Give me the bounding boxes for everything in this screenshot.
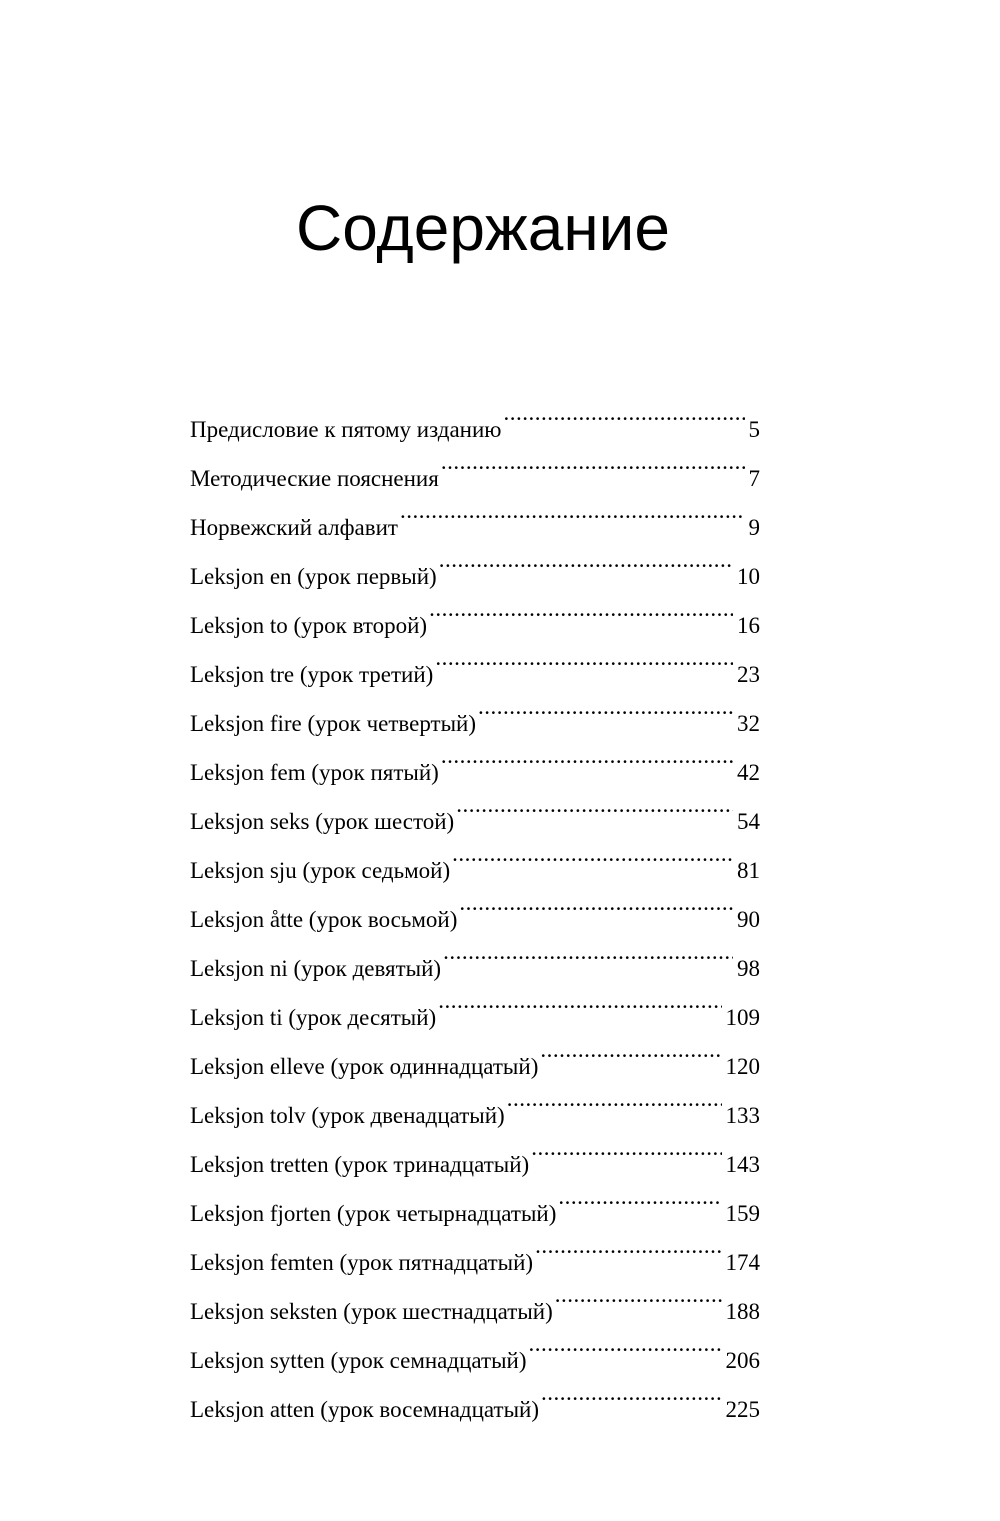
toc-entry-title: Предисловие к пятому изданию	[190, 417, 502, 442]
table-of-contents	[190, 388, 760, 1422]
toc-entry-title: Leksjon ni (урок девятый)	[190, 956, 442, 981]
dot-leader	[459, 878, 733, 927]
dot-leader	[441, 731, 733, 780]
toc-entry-page: 81	[737, 858, 760, 883]
dot-leader	[535, 1221, 721, 1270]
toc-entry-title: Leksjon sju (урок седьмой)	[190, 858, 451, 883]
toc-entry-title: Leksjon atten (урок восемнадцатый)	[190, 1397, 540, 1422]
toc-entry-title: Leksjon femten (урок пятнадцатый)	[190, 1250, 534, 1275]
toc-entry-title: Leksjon ti (урок десятый)	[190, 1005, 437, 1030]
toc-entry-title: Leksjon åtte (урок восьмой)	[190, 907, 458, 932]
toc-entry-title: Leksjon fire (урок четвертый)	[190, 711, 477, 736]
toc-entry-page: 10	[737, 564, 760, 589]
toc-entry-page: 23	[737, 662, 760, 687]
dot-leader	[558, 1172, 721, 1221]
toc-entry-page: 159	[725, 1201, 760, 1226]
dot-leader	[438, 976, 721, 1025]
toc-entry-title: Методические пояснения	[190, 466, 439, 491]
toc-entry-page: 5	[748, 417, 760, 442]
toc-entry-page: 54	[737, 809, 760, 834]
toc-entry-page: 109	[725, 1005, 760, 1030]
toc-entry-title: Leksjon tretten (урок тринадцатый)	[190, 1152, 530, 1177]
toc-entry-title: Leksjon tre (урок третий)	[190, 662, 434, 687]
toc-entry-title: Leksjon elleve (урок одиннадцатый)	[190, 1054, 539, 1079]
toc-entry-page: 225	[725, 1397, 760, 1422]
dot-leader	[507, 1074, 722, 1123]
toc-entry-page: 98	[737, 956, 760, 981]
dot-leader	[531, 1123, 721, 1172]
dot-leader	[541, 1368, 721, 1417]
toc-entry-title: Норвежский алфавит	[190, 515, 398, 540]
toc-entry-page: 42	[737, 760, 760, 785]
toc-entry-page: 16	[737, 613, 760, 638]
dot-leader	[429, 584, 733, 633]
dot-leader	[443, 927, 733, 976]
page-title: Содержание	[295, 192, 671, 264]
dot-leader	[441, 437, 745, 486]
dot-leader	[439, 535, 733, 584]
toc-entry-page: 133	[725, 1103, 760, 1128]
dot-leader	[555, 1270, 722, 1319]
toc-entry-title: Leksjon fem (урок пятый)	[190, 760, 439, 785]
toc-entry-page: 174	[725, 1250, 760, 1275]
toc-entry-page: 7	[748, 466, 760, 491]
toc-entry-title: Leksjon to (урок второй)	[190, 613, 428, 638]
toc-entry-title: Leksjon tolv (урок двенадцатый)	[190, 1103, 505, 1128]
dot-leader	[456, 780, 733, 829]
toc-entry-title: Leksjon seks (урок шестой)	[190, 809, 455, 834]
dot-leader	[540, 1025, 721, 1074]
toc-entry-title: Leksjon seksten (урок шестнадцатый)	[190, 1299, 553, 1324]
toc-entry-title: Leksjon sytten (урок семнадцатый)	[190, 1348, 527, 1373]
toc-entry-page: 206	[725, 1348, 760, 1373]
toc-entry-page: 32	[737, 711, 760, 736]
toc-entry-page: 90	[737, 907, 760, 932]
toc-entry-title: Leksjon en (урок первый)	[190, 564, 437, 589]
toc-entry-page: 188	[725, 1299, 760, 1324]
dot-leader	[400, 486, 745, 535]
dot-leader	[478, 682, 733, 731]
dot-leader	[503, 388, 744, 437]
dot-leader	[435, 633, 733, 682]
toc-entry-page: 9	[748, 515, 760, 540]
toc-entry-page: 143	[725, 1152, 760, 1177]
toc-entry-page: 120	[725, 1054, 760, 1079]
dot-leader	[452, 829, 733, 878]
dot-leader	[529, 1319, 722, 1368]
toc-entry-title: Leksjon fjorten (урок четырнадцатый)	[190, 1201, 557, 1226]
toc-entry	[190, 388, 760, 442]
